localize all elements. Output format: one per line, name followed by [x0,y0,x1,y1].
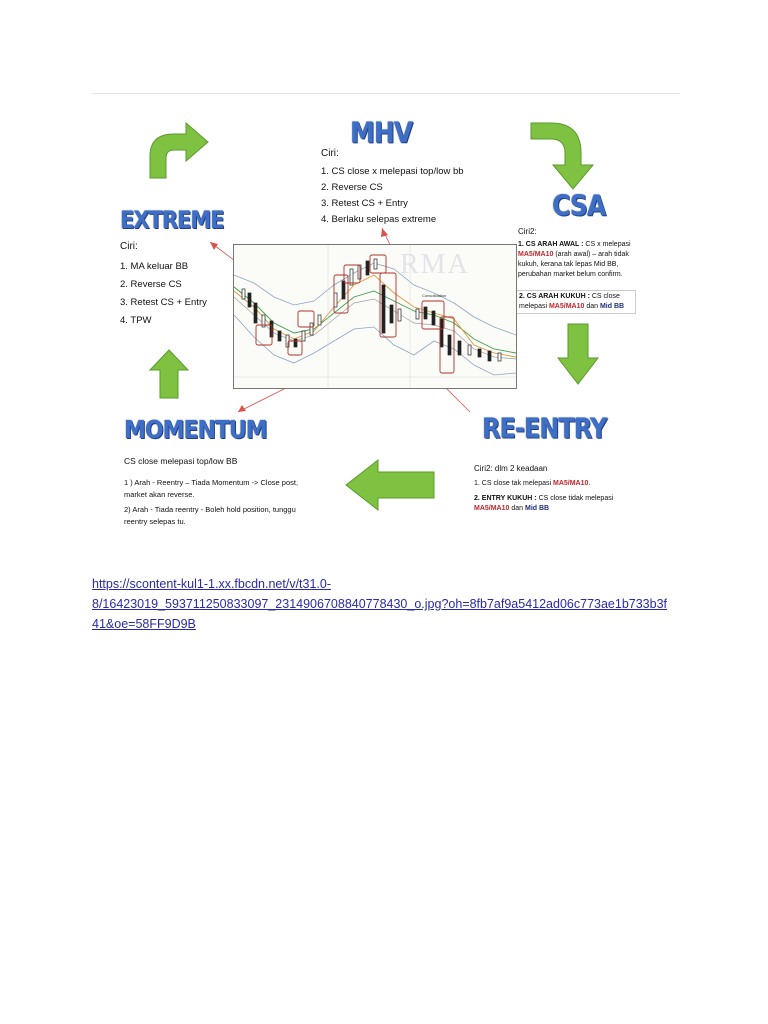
list-item: 3. Retest CS + Entry [321,198,408,209]
list-item: 3. Retest CS + Entry [120,297,207,308]
list-item: 2. Reverse CS [321,182,383,193]
arrow-curve-up-right-icon [144,120,214,182]
extreme-list [120,258,207,330]
arrow-left-icon [344,458,436,512]
link-line-3[interactable]: 41&oe=58FF9D9B [92,617,196,631]
ma-orange [234,275,516,357]
mhv-title: MHV [350,116,413,150]
momentum-point-2: 2) Arah - Tiada reentry - Boleh hold position, tunggu reentry selepas tu. [124,505,296,526]
reentry-title: RE-ENTRY [482,412,607,445]
csa-point-2: 2. CS ARAH KUKUH : CS close melepasi MA5/MA10 dan Mid BB [516,290,636,314]
csa-title: CSA [552,189,606,223]
list-item: 1. MA keluar BB [120,261,189,272]
list-item: 4. TPW [120,315,152,326]
mhv-list [321,164,464,228]
reentry-point-2: 2. ENTRY KUKUH : CS close tidak melepasi MA5/MA10 dan Mid BB [474,495,614,512]
chart-label-consolidation: Consolidation [422,293,447,298]
extreme-title: EXTREME [120,206,224,234]
reentry-point-1: 1. CS close tak melepasi MA5/MA10. [474,480,591,487]
arrow-curve-right-down-icon [529,119,599,193]
list-item: 1. CS close x melepasi top/low bb [321,166,464,177]
csa-ciri-label: Ciri2: [518,227,537,236]
arrow-up-icon [148,348,190,400]
momentum-title: MOMENTUM [124,416,267,445]
momentum-intro: CS close melepasi top/low BB [124,456,238,466]
reentry-ciri-label: Ciri2: dlm 2 keadaan [474,464,548,473]
connector-mhv-head [381,228,388,237]
list-item: 2. Reverse CS [120,279,182,290]
link-line-1[interactable]: https://scontent-kul1-1.xx.fbcdn.net/v/t31.0- [92,577,332,591]
chart-canvas [234,245,516,388]
connector-extreme-head [210,242,218,250]
ma-green [234,287,516,353]
chart-watermark: RMA [400,249,470,280]
momentum-point-1: 1 ) Arah - Reentry – Tiada Momentum -> Close post, market akan reverse. [124,478,299,499]
candles [242,259,501,361]
link-line-2[interactable]: 8/16423019_593711250833097_2314906708840778430_o.jpg?oh=8fb7af9a5412ad06c773ae1b733b3f [92,597,668,611]
extreme-ciri-label: Ciri: [120,241,138,252]
mhv-ciri-label: Ciri: [321,148,339,159]
csa-point-1: 1. CS ARAH AWAL : CS x melepasi MA5/MA10 (arah awal) – arah tidak kukuh, kerana tak lepas Mid BB, perubahan market belum confirm. [518,241,631,278]
candlestick-chart [233,244,517,389]
list-item: 4. Berlaku selepas extreme [321,214,437,225]
arrow-down-icon [556,322,600,386]
image-source-link[interactable] [92,574,692,634]
